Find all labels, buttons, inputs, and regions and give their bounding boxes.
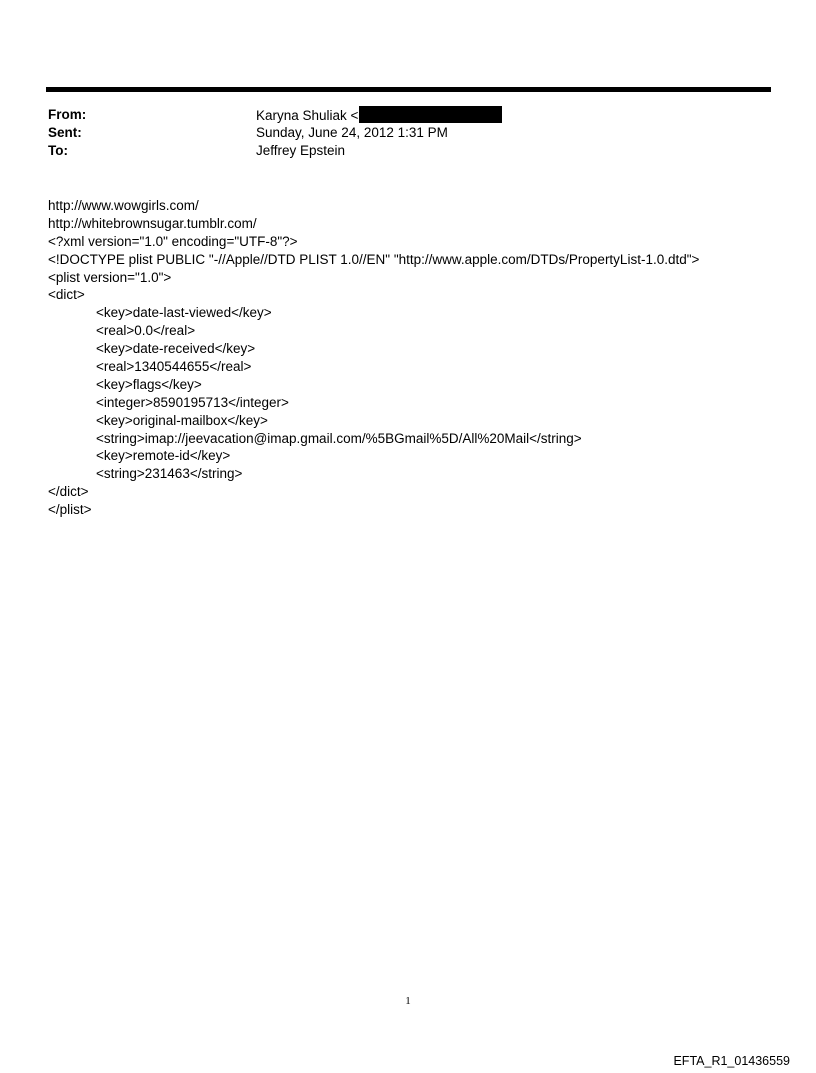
to-row [48, 142, 768, 160]
body-line: <!DOCTYPE plist PUBLIC "-//Apple//DTD PLIST 1.0//EN" "http://www.apple.com/DTDs/PropertyList-1.0.dtd"> [48, 251, 700, 267]
bates-number: EFTA_R1_01436559 [673, 1054, 790, 1068]
email-header [48, 106, 768, 160]
sent-value: Sunday, June 24, 2012 1:31 PM [256, 125, 448, 140]
to-value: Jeffrey Epstein [256, 143, 346, 158]
email-body [48, 197, 778, 519]
from-label: From: [48, 107, 87, 122]
sent-label: Sent: [48, 125, 82, 140]
body-line: <?xml version="1.0" encoding="UTF-8"?> [48, 233, 298, 249]
sent-row [48, 124, 768, 142]
body-line: <key>original-mailbox</key> [96, 412, 268, 428]
redaction-box [359, 106, 502, 123]
body-line: http://whitebrownsugar.tumblr.com/ [48, 215, 257, 231]
from-row [48, 106, 768, 124]
body-line: http://www.wowgirls.com/ [48, 198, 199, 213]
body-line: <string>imap://jeevacation@imap.gmail.com/%5BGmail%5D/All%20Mail</string> [96, 430, 582, 446]
body-line: </dict> [48, 484, 89, 500]
body-line: <real>1340544655</real> [96, 359, 252, 375]
body-line: <key>flags</key> [96, 376, 202, 392]
body-line: <key>remote-id</key> [96, 448, 231, 464]
body-line: <dict> [48, 287, 85, 303]
body-line: <integer>8590195713</integer> [96, 394, 289, 410]
header-divider [46, 87, 771, 92]
from-value [256, 106, 502, 125]
body-line: <plist version="1.0"> [48, 269, 172, 285]
body-line: <real>0.0</real> [96, 323, 196, 339]
body-line: <string>231463</string> [96, 466, 243, 482]
body-line: </plist> [48, 502, 92, 518]
from-name: Karyna Shuliak < [256, 108, 359, 123]
to-label: To: [48, 143, 68, 158]
body-line: <key>date-received</key> [96, 341, 256, 357]
body-line: <key>date-last-viewed</key> [96, 305, 272, 321]
page-number: 1 [405, 995, 411, 1007]
